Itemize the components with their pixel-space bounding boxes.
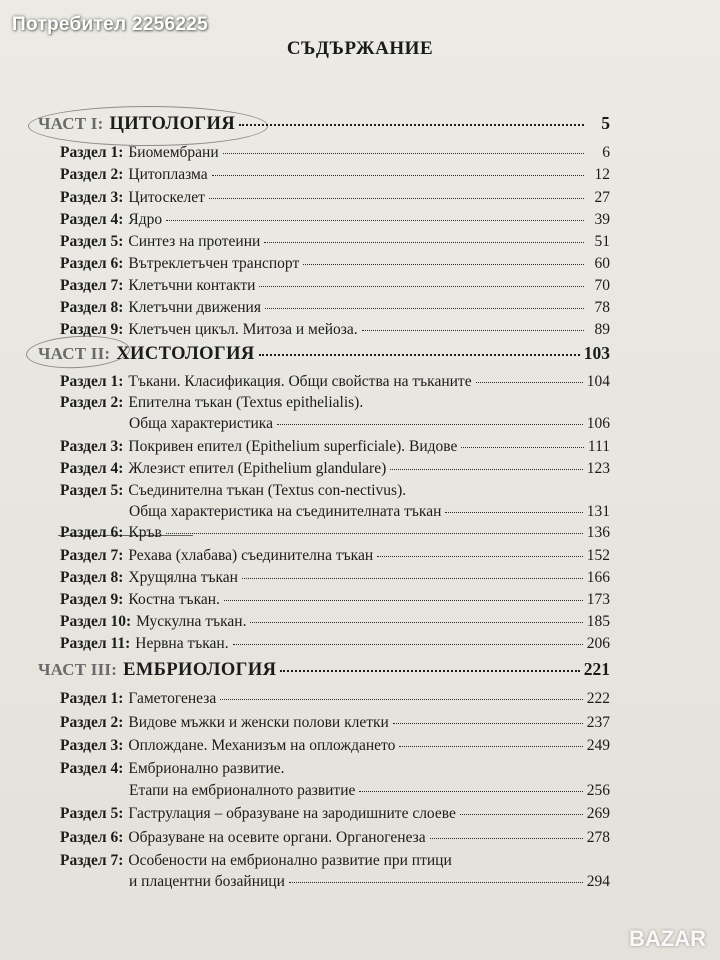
toc-entry[interactable] — [60, 690, 610, 708]
part-label: ЧАСТ III: — [38, 660, 118, 679]
section-label: Раздел 3: — [60, 189, 124, 206]
dot-leader — [399, 746, 582, 747]
section-title: Клетъчни контакти — [128, 277, 256, 294]
section-label: Раздел 8: — [60, 569, 124, 586]
page-number: 51 — [594, 233, 610, 250]
dot-leader — [460, 814, 583, 815]
dot-leader — [393, 723, 583, 724]
section-label: Раздел 6: — [60, 255, 124, 272]
dot-leader — [362, 330, 584, 331]
page-number: 103 — [583, 343, 610, 363]
section-label: Раздел 7: — [60, 852, 124, 869]
toc-entry[interactable] — [60, 852, 610, 870]
page-number: 237 — [586, 714, 610, 731]
section-label: Раздел 2: — [60, 714, 124, 731]
toc-entry[interactable] — [60, 299, 610, 317]
dot-leader — [445, 512, 582, 513]
dot-leader — [233, 644, 583, 645]
part-label: ЧАСТ I: — [38, 114, 104, 133]
page-number: 278 — [586, 829, 610, 846]
page-number: 222 — [586, 690, 610, 707]
toc-entry[interactable] — [60, 714, 610, 732]
section-title: Ядро — [128, 211, 163, 228]
toc-entry[interactable] — [60, 482, 610, 500]
page-number: 60 — [594, 255, 610, 272]
toc-entry[interactable] — [60, 760, 610, 778]
dot-leader — [476, 382, 583, 383]
dot-leader — [239, 124, 584, 126]
toc-entry[interactable] — [60, 547, 610, 565]
section-label: Раздел 1: — [60, 144, 124, 161]
page-number: 104 — [586, 373, 610, 390]
dot-leader — [390, 469, 583, 470]
toc-entry[interactable] — [60, 277, 610, 295]
section-title: Образуване на осевите органи. Органогенеза — [128, 829, 426, 846]
dot-leader — [265, 308, 584, 309]
section-label: Раздел 10: — [60, 613, 132, 630]
section-title: Гаструлация – образуване на зародишните слоеве — [128, 805, 456, 822]
section-title: Клетъчни движения — [128, 299, 261, 316]
section-label: Раздел 7: — [60, 547, 124, 564]
bazar-logo: BAZAR — [629, 926, 706, 951]
toc-entry[interactable] — [60, 438, 610, 456]
toc-entry[interactable] — [60, 613, 610, 631]
section-title: Особености на ембрионално развитие при птици — [128, 852, 452, 869]
page-number: 6 — [602, 144, 610, 161]
section-title-continued: и плацентни бозайници — [129, 873, 285, 890]
dot-leader — [430, 838, 583, 839]
section-title: Епителна тъкан (Textus epithelialis). — [128, 394, 364, 411]
toc-entry[interactable] — [60, 255, 610, 273]
section-title: Ембрионално развитие. — [128, 760, 285, 777]
section-title: Рехава (хлабава) съединителна тъкан — [128, 547, 374, 564]
section-title: Жлезист епител (Epithelium glandulare) — [128, 460, 387, 477]
dot-leader — [359, 791, 582, 792]
page-number: 5 — [601, 113, 610, 133]
section-title: Вътреклетъчен транспорт — [128, 255, 300, 272]
page-number: 294 — [586, 873, 610, 890]
section-title: Тъкани. Класификация. Общи свойства на тъканите — [128, 373, 472, 390]
section-label: Раздел 6: — [60, 524, 124, 541]
dot-leader — [166, 533, 583, 534]
section-title: Кръв — [128, 524, 162, 541]
page-number: 221 — [583, 659, 610, 679]
section-label: Раздел 8: — [60, 299, 124, 316]
page-number: 39 — [594, 211, 610, 228]
dot-leader — [224, 600, 583, 601]
toc-entry-continuation[interactable] — [129, 873, 610, 891]
section-title: Хрущялна тъкан — [128, 569, 238, 586]
dot-leader — [289, 882, 583, 883]
section-label: Раздел 5: — [60, 482, 124, 499]
page-number: 111 — [587, 438, 610, 455]
page-number: 206 — [586, 635, 610, 652]
page-number: 185 — [586, 613, 610, 630]
page-number: 249 — [586, 737, 610, 754]
dot-leader — [259, 354, 580, 356]
toc-entry[interactable] — [60, 321, 610, 339]
section-title: Съединителна тъкан (Textus con-nectivus). — [128, 482, 407, 499]
page-number: 123 — [586, 460, 610, 477]
part-name: ЕМБРИОЛОГИЯ — [123, 660, 277, 680]
dot-leader — [259, 286, 584, 287]
section-title: Синтез на протеини — [128, 233, 261, 250]
page-number: 173 — [586, 591, 610, 608]
section-title: Цитоплазма — [128, 166, 208, 183]
dot-leader — [220, 699, 583, 700]
seller-watermark: Потребител 2256225 — [12, 14, 209, 35]
toc-entry[interactable] — [60, 591, 610, 609]
toc-entry[interactable] — [60, 524, 610, 542]
toc-entry[interactable] — [60, 829, 610, 847]
page-number: 136 — [586, 524, 610, 541]
page-title: СЪДЪРЖАНИЕ — [286, 38, 434, 59]
page-number: 131 — [586, 503, 610, 520]
dot-leader — [303, 264, 584, 265]
section-title-continued: Обща характеристика на съединителната тъкан — [129, 503, 442, 520]
section-title: Мускулна тъкан. — [136, 613, 247, 630]
section-label: Раздел 4: — [60, 460, 124, 477]
page-number: 256 — [586, 782, 610, 799]
dot-leader — [250, 622, 582, 623]
section-title-continued: Етапи на ембрионалното развитие — [129, 782, 356, 799]
section-title: Нервна тъкан. — [135, 635, 229, 652]
section-title: Гаметогенеза — [128, 690, 217, 707]
toc-entry[interactable] — [60, 211, 610, 229]
page-number: 89 — [594, 321, 610, 338]
section-title: Костна тъкан. — [128, 591, 220, 608]
dot-leader — [166, 220, 584, 221]
toc-entry[interactable] — [60, 373, 610, 391]
section-title: Биомембрани — [128, 144, 219, 161]
section-label: Раздел 7: — [60, 277, 124, 294]
page-number: 106 — [586, 415, 610, 432]
dot-leader — [223, 153, 584, 154]
dot-leader — [209, 198, 584, 199]
section-label: Раздел 1: — [60, 690, 124, 707]
toc-entry[interactable] — [60, 166, 610, 184]
toc-entry[interactable] — [60, 805, 610, 823]
dot-leader — [461, 447, 583, 448]
toc-entry[interactable] — [60, 394, 610, 412]
section-title: Покривен епител (Epithelium superficiale). Видове — [128, 438, 458, 455]
toc-part-2[interactable] — [38, 343, 610, 365]
toc-entry[interactable] — [60, 569, 610, 587]
section-label: Раздел 3: — [60, 438, 124, 455]
dot-leader — [212, 175, 584, 176]
toc-entry[interactable] — [60, 737, 610, 755]
part-name: ХИСТОЛОГИЯ — [116, 344, 255, 364]
section-label: Раздел 2: — [60, 166, 124, 183]
section-label: Раздел 9: — [60, 591, 124, 608]
toc-part-3[interactable] — [38, 659, 610, 681]
part-name: ЦИТОЛОГИЯ — [109, 114, 236, 134]
page-number: 166 — [586, 569, 610, 586]
toc-part-1[interactable] — [38, 113, 610, 135]
section-label: Раздел 9: — [60, 321, 124, 338]
page-number: 27 — [594, 189, 610, 206]
page-number: 152 — [586, 547, 610, 564]
section-title-continued: Обща характеристика — [129, 415, 273, 432]
section-label: Раздел 3: — [60, 737, 124, 754]
page-number: 12 — [594, 166, 610, 183]
dot-leader — [242, 578, 583, 579]
toc-entry[interactable] — [60, 233, 610, 251]
page-number: 78 — [594, 299, 610, 316]
section-label: Раздел 2: — [60, 394, 124, 411]
toc-entry[interactable] — [60, 460, 610, 478]
dot-leader — [377, 556, 583, 557]
section-label: Раздел 5: — [60, 233, 124, 250]
section-title: Видове мъжки и женски полови клетки — [128, 714, 389, 731]
toc-entry[interactable] — [60, 189, 610, 207]
section-label: Раздел 1: — [60, 373, 124, 390]
toc-entry-continuation[interactable] — [129, 782, 610, 800]
section-title: Клетъчен цикъл. Митоза и мейоза. — [128, 321, 358, 338]
dot-leader — [277, 424, 583, 425]
section-label: Раздел 11: — [60, 635, 131, 652]
section-label: Раздел 4: — [60, 211, 124, 228]
page-number: 70 — [594, 277, 610, 294]
section-title: Цитоскелет — [128, 189, 205, 206]
toc-entry[interactable] — [60, 635, 610, 653]
section-label: Раздел 5: — [60, 805, 124, 822]
toc-entry-continuation[interactable] — [129, 415, 610, 433]
section-label: Раздел 6: — [60, 829, 124, 846]
dot-leader — [264, 242, 584, 243]
section-label: Раздел 4: — [60, 760, 124, 777]
page-number: 269 — [586, 805, 610, 822]
toc-entry[interactable] — [60, 144, 610, 162]
part-label: ЧАСТ II: — [38, 344, 111, 363]
dot-leader — [280, 670, 579, 672]
section-title: Оплождане. Механизъм на оплождането — [128, 737, 396, 754]
toc-entry-continuation[interactable] — [129, 503, 610, 521]
